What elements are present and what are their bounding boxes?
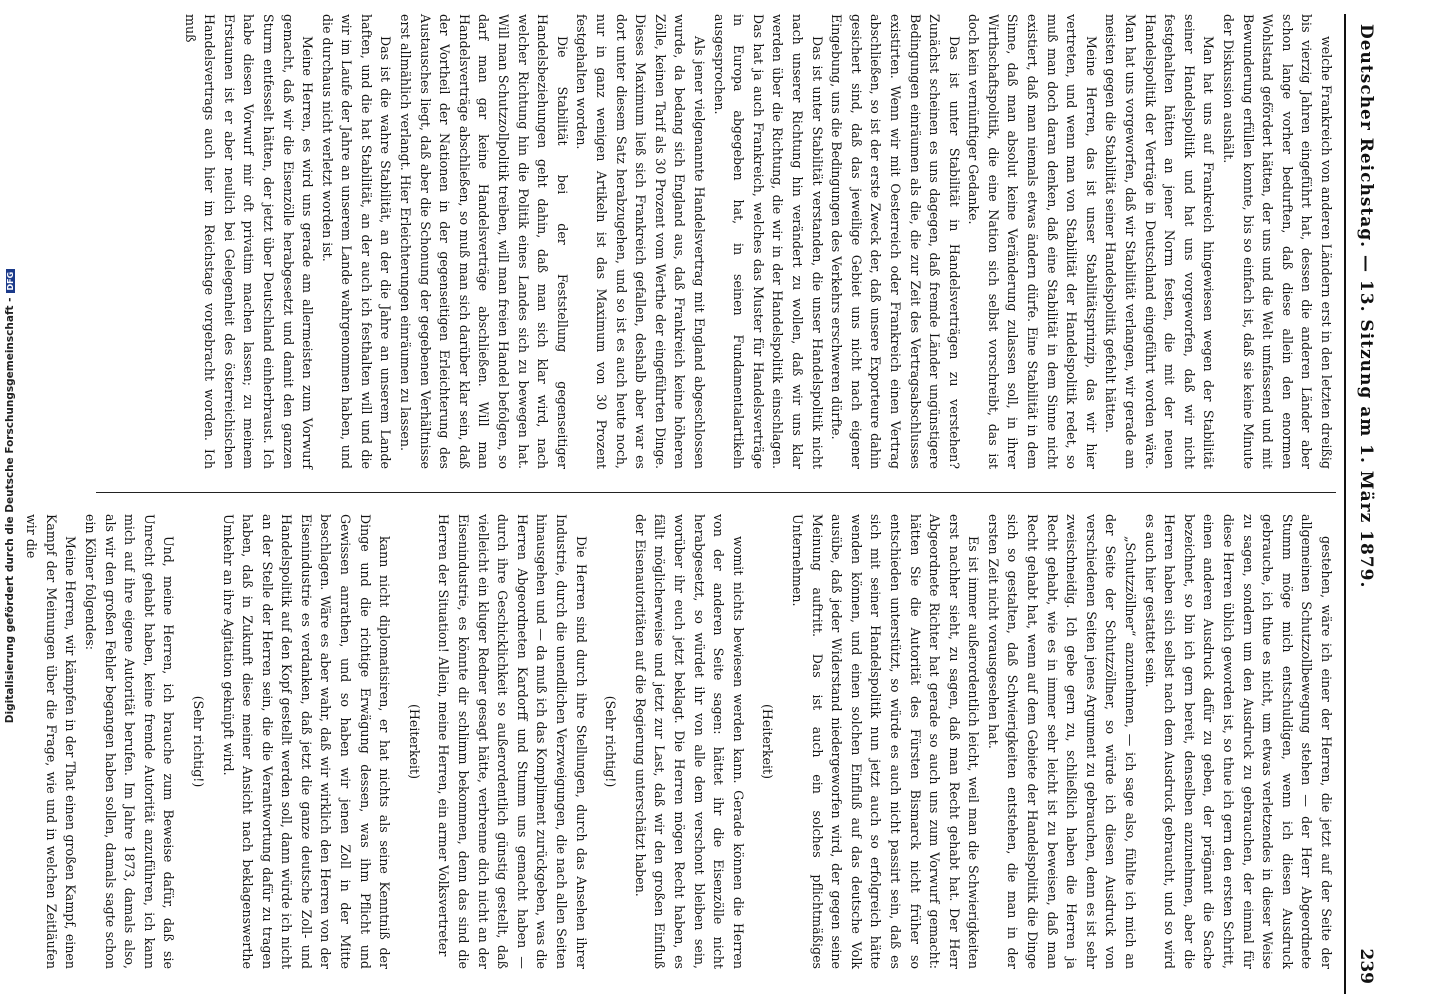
paragraph: welche Frankreich von anderen Ländern erst in den letzten dreißig bis vierzig Jahren eingeführt hat, dessen die anderen Länder aber schon lange vorher bedurften, daß diese allein den enormen Wohlstand gefördert hätten, der uns und die Welt umfassend und mit Bewunderung erfüllen konnte, bis so einfach ist, daß sie keine Minute der Diskussion aushält. xyxy=(1221,14,1334,469)
paragraph: Meine Herren, es wird uns gerade am allermeisten zum Vorwurf gemacht, daß wir die Eisenzölle herabgesetzt und damit den ganzen Sturm entfesselt hätten, der jetzt über Deutschland einherbraust. Ich habe diesen Vorwurf mir oft privatim machen lassen; zu meinem Erstaunen ist er aber neulich bei Gelegenheit des österreichischen Handelsvertrags auch hier im Reichstage vorgebracht worden. Ich muß xyxy=(182,14,316,469)
paragraph: womit nichts bewiesen werden kann. Gerade können die Herren von der anderen Seite sagen: hättet ihr die Eisenzölle nicht herabgesetzt, so würdet ihr von alle dem verschont bleiben sein, worüber ihr euch jetzt beklagt. Die Herren mögen Recht haben, es fällt möglicherweise und jetzt zur Last, daß wir den großen Einfluß der Eisenautoritäten auf die Regierung unterschätzt haben. xyxy=(632,514,746,969)
left-column xyxy=(180,14,1336,469)
interjection: (Sehr richtig!) xyxy=(190,695,206,788)
paragraph: Das ist die wahre Stabilität, an der die Jahre an unserem Lande haften, und die hat Stabilität, an der auch ich festhalten will und die wir im Laufe der Jahre an unserem Lande wahrgenommen haben, und die durchaus nicht verletzt worden ist. xyxy=(319,14,394,469)
page-header xyxy=(1344,14,1380,994)
interjection: (Heiterkeit) xyxy=(406,704,422,779)
paragraph: Das ist unter Stabilität verstanden, die unser Handelspolitik nicht nach unserer Richtung hin verändert zu wollen, daß wir uns klar werden über die Richtung, die wir in der Handelspolitik einschlagen. Das hat ja auch Frankreich, welches das Muster für Handelsverträge in Europa abgegeben hat, in seinen Fundamentalartikeln ausgesprochen. xyxy=(711,14,825,469)
footer-text-wrap xyxy=(4,6,16,986)
paragraph: Und, meine Herren, ich brauche zum Beweise dafür, daß sie Unrecht gehabt haben, keine fremde Autorität anzuführen, ich kann mich auf ihre eigene Autorität berufen. Im Jahre 1873, damals also, als wir den großen Fehler begangen haben sollen, damals sagte schon ein Kölner folgendes: xyxy=(82,514,177,969)
header-title: Deutscher Reichstag. — 13. Sitzung am 1. März 1879. xyxy=(1356,24,1376,589)
paragraph: Meine Herren, das ist unser Stabilitätsprinzip, das wir hier vertreten, und wenn man von Stabilität der Handelspolitik redet, so muß man doch daran denken, daß eine Stabilität in dem Sinne nicht existiert, daß man niemals etwas ändern dürfe. Eine Stabilität in dem Sinne, daß man absolut keine Veränderung zulassen soll, in ihrer Wirthschaftspolitik, die eine Nation sich selbst vorschreibt, das ist doch kein vernünftiger Gedanke. xyxy=(966,14,1099,469)
column-divider xyxy=(96,492,1336,493)
paragraph: kann nicht diplomatisiren, er hat nichts als seine Kenntniß der Dinge und die richtige Erwägung dessen, was ihm Pflicht und Gewissen anrathen, und so haben wir jenen Zoll in der Mitte beschlagen. Wäre es aber wahr, daß wir wirklich den Herren von der Eisenindustrie es verdanken, daß jetzt die ganze deutsche Zoll- und Handelspolitik auf den Kopf gestellt werden soll, dann würde ich nicht an der Stelle der Herren sein, die die Verantwortung dafür zu tragen haben, daß in Zukunft diese meiner Ansicht nach beklagenswerthe Umkehr an ihre Agitation geknüpft wird. xyxy=(220,514,393,969)
paragraph: Das ist unter Stabilität in Handelsverträgen zu verstehen? Zunächst scheinen es uns dagegen, daß fremde Länder ungünstigere Bedingungen einräumen als die, die zur Zeit des Vertragsabschlusses existirten. Wenn wir mit Oesterreich oder Frankreich einen Vertrag abschließen, so ist der erste Zweck der, daß unsere Exporteure dahin gesichert sind, daß das jeweilige Gebiet uns nicht nach eigener Eingebung, uns die Bedingungen des Verkehrs erschweren dürfte. xyxy=(829,14,962,469)
interjection: (Sehr richtig!) xyxy=(603,695,619,788)
interjection: (Heiterkeit) xyxy=(760,704,776,779)
dfg-logo: DFG xyxy=(6,269,15,294)
footer-text: Digitalisierung gefördert durch die Deutsche Forschungsgemeinschaft - xyxy=(4,297,16,724)
paragraph: Meine Herren, wir kämpfen in der That einen großen Kampf, einen Kampf der Meinungen über die Frage, wie und in welchen Zeitläufen wir die xyxy=(24,514,79,969)
page-number: 239 xyxy=(1356,948,1376,984)
rotated-page-content xyxy=(24,14,1380,994)
digitization-footer xyxy=(2,0,20,1000)
paragraph: Als jener vielgenannte Handelsvertrag mit England abgeschlossen wurde, da bedang sich England aus, daß Frankreich keine höheren Zölle, keinen Tarif als 30 Prozent vom Werthe der eingeführten Dinge. Dieses Maximum ließ sich Frankreich gefallen, deshalb aber war es dort unter diesem Satz herabzugehen, und so ist es auch heute noch, nur in ganz wenigen Artikeln ist das Maximum von 30 Prozent festgehalten worden. xyxy=(574,14,707,469)
paragraph: Die Stabilität bei der Feststellung gegenseitiger Handelsbeziehungen geht dahin, daß man sich klar wird, nach welcher Richtung hin die Politik eines Landes sich zu bewegen hat. Will man Schutzzollpolitik treiben, will man freien Handel befolgen, so darf man gar keine Handelsverträge abschließen. Will man Handelsverträge abschließen, so muß man sich darüber klar sein, daß der Vortheil der Nationen in der gegenseitigen Erleichterung des Austausches liegt, daß aber die Schonung der gegebenen Verhältnisse erst allmählich verlangt. Hier Erleichterungen einräumen zu lassen. xyxy=(398,14,570,469)
paragraph: gestehen, wäre ich einer der Herren, die jetzt auf der Seite der allgemeinen Schutzzollbewegung stehen — der Herr Abgeordnete Stumm möge mich entschuldigen, wenn ich diesen Ausdruck gebrauche, ich thue es nicht, um etwas verletzendes in dieser Weise zu sagen, sondern um den Ausdruck zu gebrauchen, der einmal für diese Herren üblich geworden ist, so thue ich gern den ersten Schritt, einen anderen Ausdruck dafür zu geben, der prägnant die Sache bezeichnet, so bin ich gern bereit, denselben anzunehmen, aber die Herren haben sich selbst nach dem Ausdruck gebraucht, und so wird es auch hier gestattet sein. xyxy=(1142,514,1334,969)
paragraph: „Schutzzöllner“ anzunehmen, — ich sage also, fühlte ich mich an der Seite der Schutzzöllner, so würde ich diesen Ausdruck von verschiedenen Seiten jenes Argument zu gebrauchen, denn es ist sehr zweischneidig. Ich gebe gern zu, schließlich haben die Herren ja Recht gehabt, wie es in immer sehr leicht ist zu beweisen, daß man Recht gehabt hat, wenn auf dem Gebiete der Handelspolitik die Dinge sich so gestalten, daß Schwierigkeiten entstehen, die man in der ersten Zeit nicht vorausgesehen hat. xyxy=(985,514,1139,969)
paragraph: Man hat uns auf Frankreich hingewiesen wegen der Stabilität seiner Handelspolitik und hat uns vorgeworfen, daß wir nicht festgehalten hätten an jener Norm festen, die mit der neuen Handelspolitik der Verträge in Deutschland eingeführt worden wäre. Man hat uns vorgeworfen, daß wir Stabilität verlangen, wir gerade am meisten gegen die Stabilität seiner Handelspolitik gefehlt hätten. xyxy=(1103,14,1217,469)
right-column xyxy=(22,514,1336,969)
paragraph: Es ist immer außerordentlich leicht, weil man die Schwierigkeiten erst nachher sieht, zu sagen, daß man Recht gehabt hat. Der Herr Abgeordnete Richter hat gerade so auch uns zum Vorwurf gemacht: hätten Sie die Autorität des Fürsten Bismarck nicht früher so entschieden unterstützt, so würde es auch nicht passirt sein, daß es sich mit seiner Handelspolitik nun jetzt auch so erfolgreich hätte wenden können, und einen solchen Einfluß auf das deutsche Volk ausübe, daß jeder Widerstand niedergeworfen wird, der gegen seine Meinung auftritt. Das ist auch ein solches pflichtmäßiges Unternehmen. xyxy=(789,514,982,969)
paragraph: Die Herren sind durch ihre Stellungen, durch das Ansehen ihrer Industrie, durch die unendlichen Verzweigungen, die nach allen Seiten hinausgehen und — da muß ich das Kompliment zurückgeben, was die Herren Abgeordneten Kardorff und Stumm uns gemacht haben — durch ihre Geschicklichkeit so außerordentlich günstig gestellt, daß vielleicht ein kluger Redner gesagt hätte, verbrenne dich nicht an der Eisenindustrie, es könnte dir schlimm bekommen, denn das sind die Herren der Situation! Allein, meine Herren, ein armer Volksvertreter xyxy=(436,514,589,969)
